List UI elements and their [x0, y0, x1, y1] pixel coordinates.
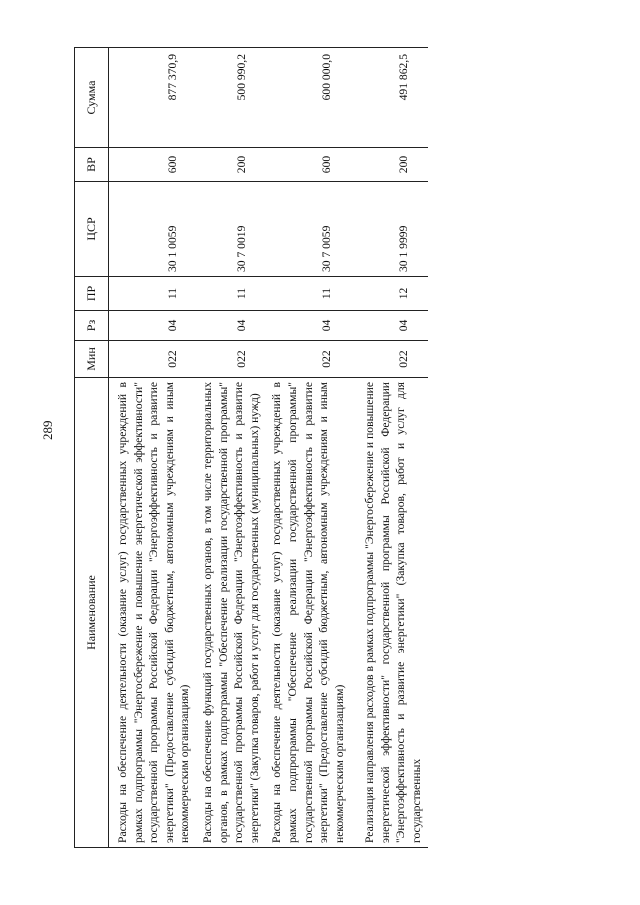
row-rz: 04: [109, 311, 197, 341]
table-row: [266, 48, 351, 848]
table-row: [109, 48, 197, 848]
row-rz: 04: [266, 311, 351, 341]
header-sum: Сумма: [75, 48, 109, 148]
row-name: Расходы на обеспечение деятельности (оказание услуг) государственных учреждений в рамках подпрограммы "Энергосбережение и повышение энергетической эффективности" государственной программы Российской Федерации "Энергоэффективность и развитие энергетики" (Предоставление субсидий бюджетным, автономным учреждениям и иным некоммерческим организациям): [109, 378, 197, 848]
row-pr: 11: [109, 277, 197, 311]
header-min: Мин: [75, 341, 109, 378]
row-min: 022: [109, 341, 197, 378]
budget-table: [74, 47, 428, 848]
budget-table-rotated: [74, 48, 594, 848]
table-header-row: [75, 48, 109, 848]
row-csr: 30 1 9999: [351, 182, 428, 277]
row-min: 022: [266, 341, 351, 378]
row-csr: 30 1 0059: [109, 182, 197, 277]
row-name: Реализация направления расходов в рамках подпрограммы "Энергосбережение и повышение энергетической эффективности" государственной программы Российской Федерации "Энергоэффективность и развитие энергетики" (Закупка товаров, работ и услуг для государственных: [351, 378, 428, 848]
row-sum: 600 000,0: [266, 48, 351, 148]
header-rz: Рз: [75, 311, 109, 341]
row-name: Расходы на обеспечение функций государственных органов, в том числе территориальных органов, в рамках подпрограммы "Обеспечение реализации государственной программы" государственной программы Российской Федерации "Энергоэффективность и развитие энергетики" (Закупка товаров, работ и услуг для государственных (муниципальных) нужд): [197, 378, 266, 848]
row-sum: 491 862,5: [351, 48, 428, 148]
row-sum: 877 370,9: [109, 48, 197, 148]
page-number: 289: [40, 420, 55, 440]
header-name: Наименование: [75, 378, 109, 848]
header-vr: ВР: [75, 148, 109, 182]
row-pr: 11: [266, 277, 351, 311]
table-row: [351, 48, 428, 848]
row-csr: 30 7 0059: [266, 182, 351, 277]
row-min: 022: [351, 341, 428, 378]
row-name: Расходы на обеспечение деятельности (оказание услуг) государственных учреждений в рамках подпрограммы "Обеспечение реализации государственной программы" государственной программы Российской Федерации "Энергоэффективность и развитие энергетики" (Предоставление субсидий бюджетным, автономным учреждениям и иным некоммерческим организациям): [266, 378, 351, 848]
row-rz: 04: [351, 311, 428, 341]
header-pr: ПР: [75, 277, 109, 311]
row-sum: 500 990,2: [197, 48, 266, 148]
row-vr: 600: [109, 148, 197, 182]
row-rz: 04: [197, 311, 266, 341]
row-min: 022: [197, 341, 266, 378]
row-vr: 600: [266, 148, 351, 182]
table-row: [197, 48, 266, 848]
row-pr: 12: [351, 277, 428, 311]
row-vr: 200: [197, 148, 266, 182]
row-csr: 30 7 0019: [197, 182, 266, 277]
row-vr: 200: [351, 148, 428, 182]
row-pr: 11: [197, 277, 266, 311]
header-csr: ЦСР: [75, 182, 109, 277]
